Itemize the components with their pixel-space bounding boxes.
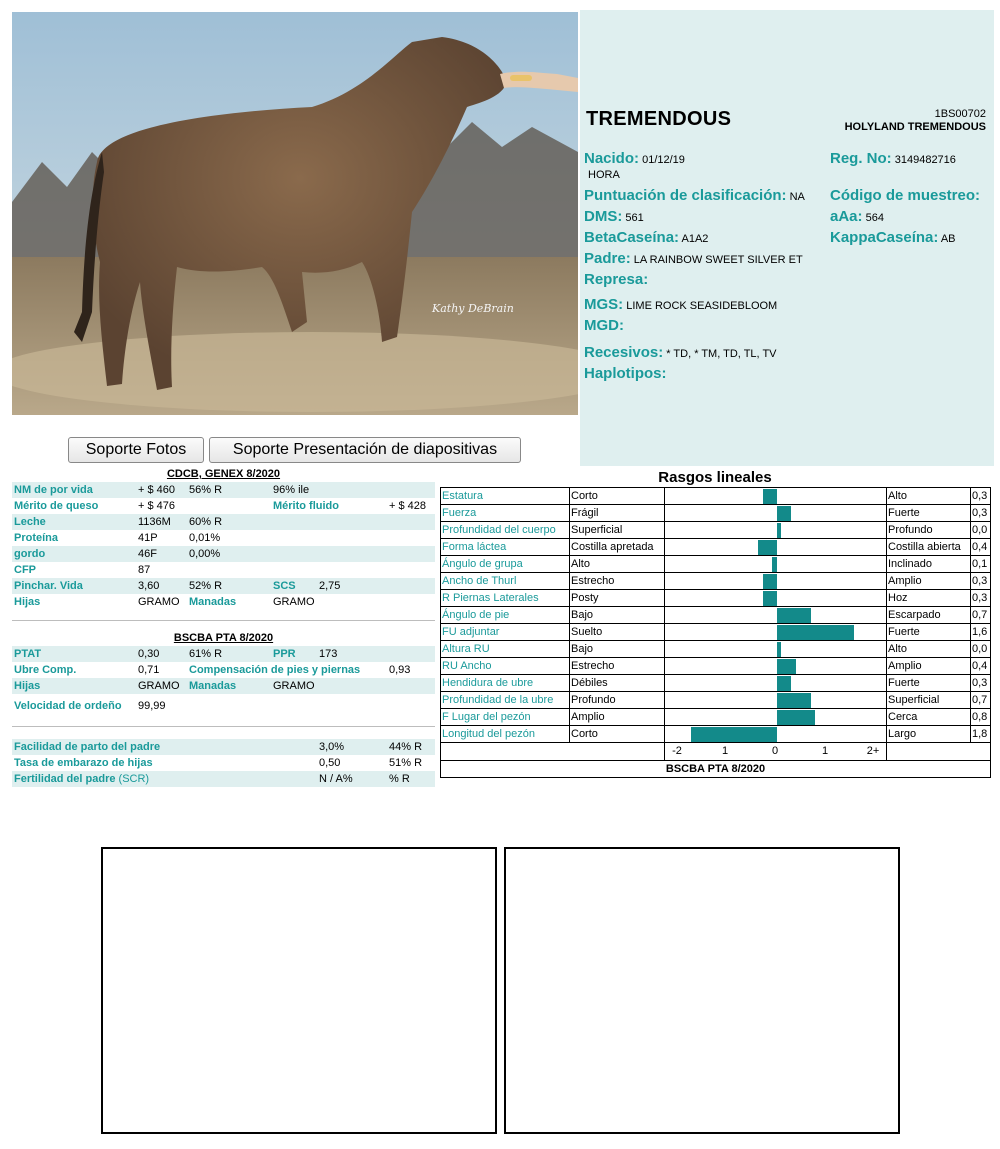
sire-value: LA RAINBOW SWEET SILVER ET — [633, 254, 803, 266]
trait-low-label: Amplio — [570, 709, 665, 726]
born-value: 01/12/19 — [642, 154, 685, 166]
trait-bar — [777, 625, 854, 640]
hour-label: HORA — [588, 169, 620, 181]
sire-label: Padre: — [584, 250, 631, 267]
trait-bar-cell — [665, 607, 887, 624]
table-row — [12, 755, 435, 771]
calving-ease-value: 3,0% — [319, 741, 345, 753]
recessives-label: Recesivos: — [584, 344, 664, 361]
trait-low-label: Frágil — [570, 505, 665, 522]
trait-low-label: Estrecho — [570, 573, 665, 590]
trait-high-label: Alto — [887, 641, 971, 658]
bscba-herds-label: Manadas — [189, 680, 237, 692]
trait-bar — [777, 523, 781, 538]
trait-bar-cell — [665, 573, 887, 590]
trait-name: R Piernas Laterales — [441, 590, 570, 607]
cfp-value: 87 — [138, 564, 151, 576]
axis-spacer-right — [887, 743, 991, 761]
empty-box-left — [101, 847, 497, 1134]
nm-value: + $ 460 — [138, 484, 176, 496]
trait-row — [441, 505, 991, 522]
table-row — [12, 546, 435, 562]
trait-row — [441, 573, 991, 590]
trait-row — [441, 539, 991, 556]
left-data-section — [12, 467, 435, 787]
reg-label: Reg. No: — [830, 150, 892, 167]
trait-value: 1,8 — [971, 726, 991, 743]
productive-life-value: 3,60 — [138, 580, 160, 592]
support-photos-button[interactable]: Soporte Fotos — [68, 437, 204, 463]
trait-bar-cell — [665, 505, 887, 522]
trait-bar — [777, 693, 811, 708]
sire-fertility-rel: % R — [389, 773, 410, 785]
scs-value: 2,75 — [319, 580, 341, 592]
pregnancy-rate-rel: 51% R — [389, 757, 423, 769]
trait-name: Fuerza — [441, 505, 570, 522]
beta-field — [584, 229, 708, 246]
dms-value: 561 — [625, 212, 644, 224]
recessives-field — [584, 344, 777, 361]
trait-low-label: Superficial — [570, 522, 665, 539]
cheese-value: + $ 476 — [138, 500, 176, 512]
trait-value: 0,3 — [971, 488, 991, 505]
milk-value: 1136M — [138, 516, 171, 528]
born-field — [584, 150, 685, 167]
mgs-field — [584, 296, 777, 313]
linear-traits-footer — [441, 761, 991, 778]
table-row — [12, 698, 435, 714]
trait-bar — [763, 591, 777, 606]
axis-tick-label: -2 — [672, 745, 682, 757]
empty-box-right — [504, 847, 900, 1134]
trait-high-label: Escarpado — [887, 607, 971, 624]
scs-label: SCS — [273, 580, 296, 592]
trait-low-label: Corto — [570, 488, 665, 505]
udder-comp-value: 0,71 — [138, 664, 160, 676]
trait-high-label: Largo — [887, 726, 971, 743]
ppr-value: 173 — [319, 648, 338, 660]
animal-full-name: HOLYLAND TREMENDOUS — [844, 121, 986, 133]
daughters-label: Hijas — [14, 596, 41, 608]
trait-low-label: Costilla apretada — [570, 539, 665, 556]
nm-ile: 96% ile — [273, 484, 310, 496]
mgs-label: MGS: — [584, 296, 624, 313]
trait-bar — [777, 608, 811, 623]
trait-row — [441, 709, 991, 726]
trait-name: Hendidura de ubre — [441, 675, 570, 692]
table-row — [12, 594, 435, 610]
calving-ease-rel: 44% R — [389, 741, 423, 753]
table-row — [12, 514, 435, 530]
trait-name: Longitud del pezón — [441, 726, 570, 743]
trait-high-label: Amplio — [887, 658, 971, 675]
herds-value: GRAMO — [273, 596, 315, 608]
trait-low-label: Suelto — [570, 624, 665, 641]
trait-bar-cell — [665, 590, 887, 607]
trait-bar-cell — [665, 709, 887, 726]
fluid-label: Mérito fluido — [273, 500, 339, 512]
born-label: Nacido: — [584, 150, 640, 167]
productive-life-rel: 52% R — [189, 580, 223, 592]
axis-tick-label: 1 — [721, 745, 729, 757]
sire-fertility-label — [14, 771, 149, 787]
score-field — [584, 187, 805, 204]
trait-low-label: Alto — [570, 556, 665, 573]
trait-value: 0,3 — [971, 505, 991, 522]
ptat-label: PTAT — [14, 648, 42, 660]
trait-name: Profundidad del cuerpo — [441, 522, 570, 539]
beta-label: BetaCaseína: — [584, 229, 680, 246]
sire-field — [584, 250, 803, 267]
kappa-label: KappaCaseína: — [830, 229, 939, 246]
table-row — [12, 482, 435, 498]
trait-name: Profundidad de la ubre — [441, 692, 570, 709]
bscba-herds-value: GRAMO — [273, 680, 315, 692]
trait-name: Ancho de Thurl — [441, 573, 570, 590]
bscba-daughters-label: Hijas — [14, 680, 41, 692]
ptat-rel: 61% R — [189, 648, 223, 660]
trait-low-label: Corto — [570, 726, 665, 743]
animal-name: TREMENDOUS — [586, 108, 732, 130]
trait-row — [441, 726, 991, 743]
trait-row — [441, 590, 991, 607]
axis-tick-label: 2+ — [866, 745, 880, 757]
trait-value: 0,3 — [971, 573, 991, 590]
trait-bar — [763, 489, 777, 504]
scr-note: (SCR) — [118, 773, 150, 785]
bscba-daughters-value: GRAMO — [138, 680, 180, 692]
trait-bar-cell — [665, 675, 887, 692]
trait-high-label: Alto — [887, 488, 971, 505]
trait-bar — [777, 659, 796, 674]
trait-row — [441, 641, 991, 658]
axis-spacer — [441, 743, 665, 761]
table-row — [12, 578, 435, 594]
trait-value: 0,1 — [971, 556, 991, 573]
trait-row — [441, 692, 991, 709]
aaa-value: 564 — [865, 212, 884, 224]
trait-value: 0,7 — [971, 607, 991, 624]
trait-value: 0,4 — [971, 658, 991, 675]
trait-row — [441, 658, 991, 675]
table-row — [12, 678, 435, 694]
sire-fertility-value: N / A% — [319, 773, 353, 785]
trait-high-label: Hoz — [887, 590, 971, 607]
mgs-value: LIME ROCK SEASIDEBLOOM — [626, 300, 778, 312]
trait-bar — [777, 506, 791, 521]
nm-label: NM de por vida — [14, 484, 93, 496]
recessives-value: * TD, * TM, TD, TL, TV — [666, 348, 777, 360]
trait-value: 0,3 — [971, 590, 991, 607]
trait-high-label: Profundo — [887, 522, 971, 539]
dam-label: Represa: — [584, 271, 649, 288]
trait-value: 0,8 — [971, 709, 991, 726]
axis-row — [441, 743, 991, 761]
mgd-field — [584, 317, 624, 334]
milk-rel: 60% R — [189, 516, 223, 528]
table-row — [12, 739, 435, 755]
trait-high-label: Inclinado — [887, 556, 971, 573]
daughters-value: GRAMO — [138, 596, 180, 608]
trait-value: 0,7 — [971, 692, 991, 709]
trait-name: Altura RU — [441, 641, 570, 658]
trait-value: 0,4 — [971, 539, 991, 556]
trait-value: 0,3 — [971, 675, 991, 692]
trait-value: 1,6 — [971, 624, 991, 641]
axis-tick-label: 0 — [771, 745, 779, 757]
bull-photo-drawing — [12, 12, 578, 415]
score-value: NA — [789, 191, 805, 203]
ptat-value: 0,30 — [138, 648, 160, 660]
ppr-label: PPR — [273, 648, 296, 660]
trait-bar-cell — [665, 692, 887, 709]
trait-row — [441, 607, 991, 624]
trait-bar-cell — [665, 726, 887, 743]
sample-field — [830, 187, 980, 204]
divider — [12, 620, 435, 621]
bull-photo — [12, 12, 578, 415]
aaa-field — [830, 208, 884, 225]
sample-label: Código de muestreo: — [830, 187, 981, 204]
trait-name: Estatura — [441, 488, 570, 505]
haplotypes-field — [584, 365, 667, 382]
table-row — [12, 662, 435, 678]
axis-labels — [665, 743, 886, 760]
dms-field — [584, 208, 644, 225]
dms-label: DMS: — [584, 208, 623, 225]
trait-bar — [777, 642, 781, 657]
mgd-label: MGD: — [584, 317, 624, 334]
trait-name: RU Ancho — [441, 658, 570, 675]
axis-tick-label: 1 — [821, 745, 829, 757]
trait-low-label: Débiles — [570, 675, 665, 692]
trait-bar-cell — [665, 624, 887, 641]
linear-traits-title: Rasgos lineales — [658, 469, 772, 486]
trait-bar-cell — [665, 522, 887, 539]
table-row — [12, 646, 435, 662]
herds-label: Manadas — [189, 596, 237, 608]
table-row — [12, 498, 435, 514]
table-row — [12, 530, 435, 546]
axis-cell — [665, 743, 887, 761]
trait-value: 0,0 — [971, 522, 991, 539]
fluid-value: + $ 428 — [389, 500, 427, 512]
pregnancy-rate-label: Tasa de embarazo de hijas — [14, 757, 153, 769]
reg-field — [830, 150, 956, 167]
protein-value: 41P — [138, 532, 158, 544]
cheese-label: Mérito de queso — [14, 500, 99, 512]
linear-traits-table — [440, 487, 991, 778]
fat-label: gordo — [14, 548, 46, 560]
trait-row — [441, 556, 991, 573]
trait-value: 0,0 — [971, 641, 991, 658]
trait-high-label: Superficial — [887, 692, 971, 709]
protein-pct: 0,01% — [189, 532, 221, 544]
milking-speed-label: Velocidad de ordeño — [14, 700, 122, 712]
feet-legs-value: 0,93 — [389, 664, 411, 676]
trait-low-label: Bajo — [570, 607, 665, 624]
beta-value: A1A2 — [681, 233, 709, 245]
cfp-label: CFP — [14, 564, 36, 576]
linear-footer-text: BSCBA PTA 8/2020 — [441, 761, 991, 778]
aaa-label: aAa: — [830, 208, 863, 225]
trait-bar — [772, 557, 777, 572]
trait-high-label: Fuerte — [887, 505, 971, 522]
trait-row — [441, 624, 991, 641]
trait-low-label: Estrecho — [570, 658, 665, 675]
productive-life-label: Pinchar. Vida — [14, 580, 83, 592]
table-row — [12, 771, 435, 787]
trait-name: Ángulo de grupa — [441, 556, 570, 573]
nm-rel: 56% R — [189, 484, 223, 496]
trait-low-label: Bajo — [570, 641, 665, 658]
score-label: Puntuación de clasificación: — [584, 187, 787, 204]
bscba-title: BSCBA PTA 8/2020 — [173, 632, 274, 644]
trait-name: Forma láctea — [441, 539, 570, 556]
milk-label: Leche — [14, 516, 46, 528]
feet-legs-label: Compensación de pies y piernas — [189, 664, 361, 676]
trait-name: FU adjuntar — [441, 624, 570, 641]
trait-name: Ángulo de pie — [441, 607, 570, 624]
divider — [12, 726, 435, 727]
trait-high-label: Fuerte — [887, 675, 971, 692]
fat-value: 46F — [138, 548, 157, 560]
trait-row — [441, 488, 991, 505]
trait-low-label: Posty — [570, 590, 665, 607]
trait-row — [441, 522, 991, 539]
sire-fertility-text: Fertilidad del padre — [14, 773, 116, 785]
cdcb-title: CDCB, GENEX 8/2020 — [166, 468, 281, 480]
trait-low-label: Profundo — [570, 692, 665, 709]
pregnancy-rate-value: 0,50 — [319, 757, 341, 769]
haplotypes-label: Haplotipos: — [584, 365, 667, 382]
trait-bar — [763, 574, 777, 589]
trait-high-label: Fuerte — [887, 624, 971, 641]
animal-info-panel — [580, 10, 994, 466]
trait-row — [441, 675, 991, 692]
trait-name: F Lugar del pezón — [441, 709, 570, 726]
trait-bar-cell — [665, 488, 887, 505]
trait-high-label: Costilla abierta — [887, 539, 971, 556]
trait-bar-cell — [665, 556, 887, 573]
udder-comp-label: Ubre Comp. — [14, 664, 77, 676]
trait-bar — [691, 727, 777, 742]
trait-bar-cell — [665, 539, 887, 556]
trait-high-label: Cerca — [887, 709, 971, 726]
photo-watermark: Kathy DeBrain — [432, 302, 514, 315]
kappa-value: AB — [940, 233, 956, 245]
trait-bar-cell — [665, 658, 887, 675]
protein-label: Proteína — [14, 532, 59, 544]
animal-code: 1BS00702 — [934, 108, 986, 120]
trait-bar-cell — [665, 641, 887, 658]
trait-bar — [758, 540, 777, 555]
calving-ease-label: Facilidad de parto del padre — [14, 741, 161, 753]
reg-value: 3149482716 — [894, 154, 956, 166]
trait-high-label: Amplio — [887, 573, 971, 590]
table-row — [12, 562, 435, 578]
kappa-field — [830, 229, 956, 246]
support-slideshow-button[interactable]: Soporte Presentación de diapositivas — [209, 437, 521, 463]
trait-bar — [777, 676, 791, 691]
trait-bar — [777, 710, 815, 725]
fat-pct: 0,00% — [189, 548, 221, 560]
dam-field — [584, 271, 648, 288]
milking-speed-value: 99,99 — [138, 700, 166, 712]
